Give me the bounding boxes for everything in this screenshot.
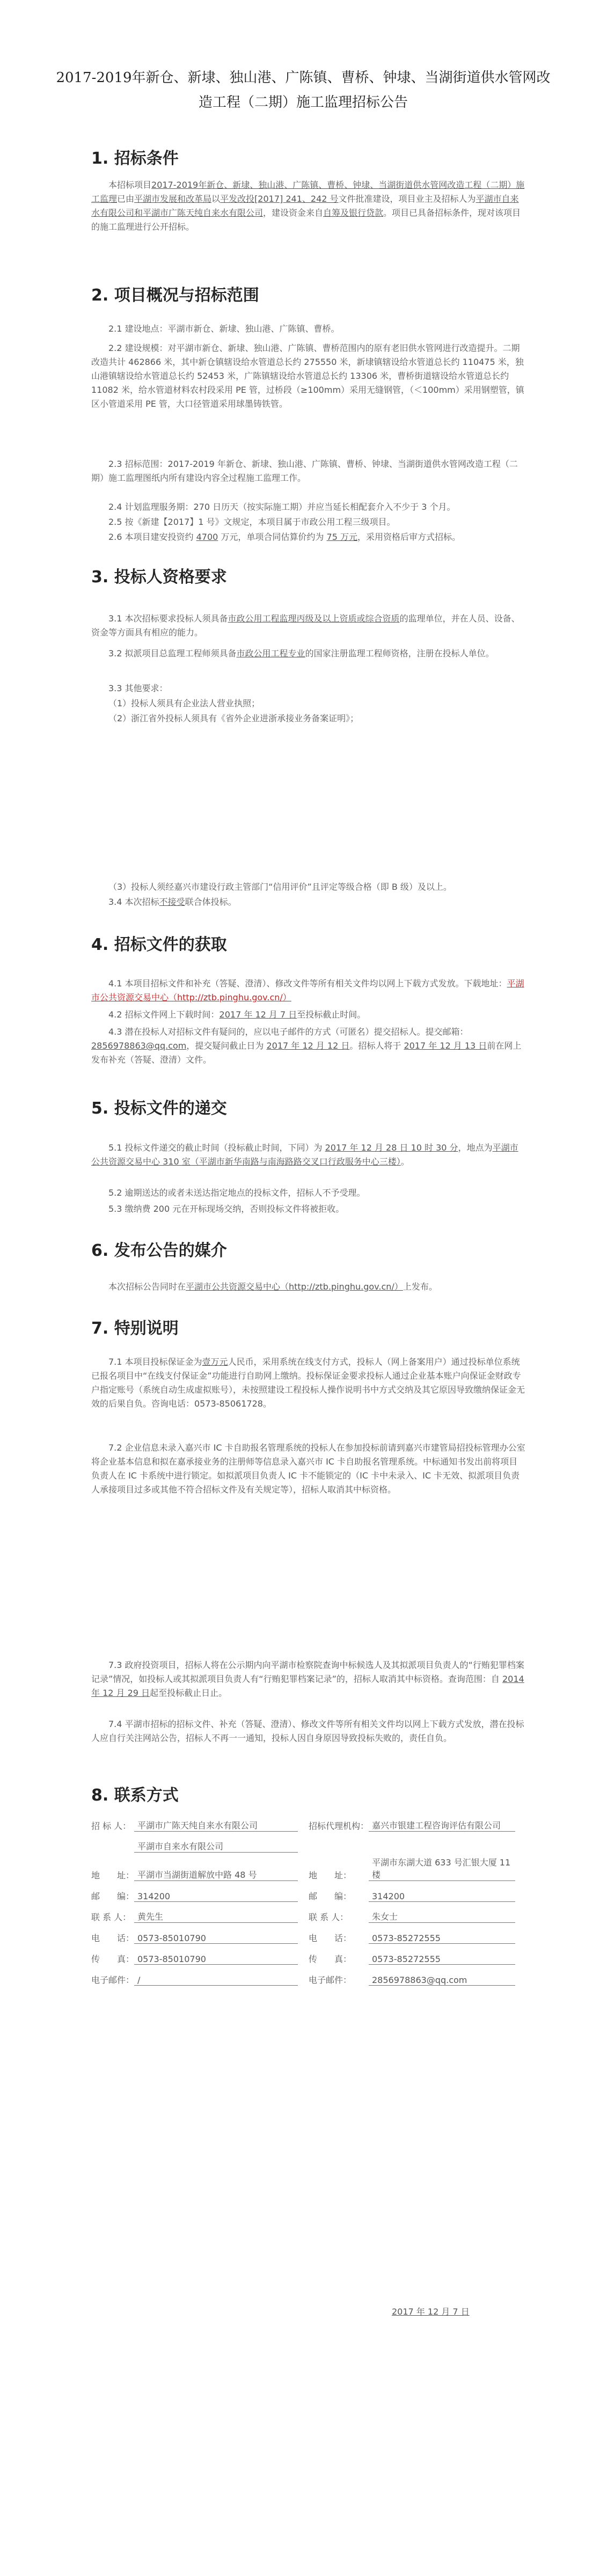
section-5-item-3: 5.3 缴纳费 200 元在开标现场交纳，否则投标文件将被拒收。 [108, 1204, 345, 1214]
section-3-item-1: 3.1 本次招标要求投标人须具备市政公用工程监理丙级及以上资质或综合资质的监理单位，并在人员、设备、资金等方面具有相应的能力。 [91, 613, 520, 638]
contact-value: / [134, 1975, 298, 1986]
contact-value: 平湖市东湖大道 633 号汇银大厦 11 楼 [369, 1856, 515, 1881]
contact-col-owner [91, 1868, 309, 1881]
page-title: 2017-2019年新仓、新埭、独山港、广陈镇、曹桥、钟埭、当湖街道供水管网改造工程（二期）施工监理招标公告 [56, 70, 551, 111]
section-2-item-1: 2.1 建设地点：平湖市新仓、新埭、独山港、广陈镇、曹桥。 [108, 324, 340, 334]
section-3-req-2: （2）浙江省外投标人须具有《省外企业进浙承接业务备案证明》； [108, 713, 359, 723]
contact-value: 平湖市自来水有限公司 [134, 1840, 298, 1853]
contact-value: 0573-85010790 [134, 1954, 298, 1965]
contact-label: 邮 编： [91, 1891, 135, 1901]
section-3-item-2: 3.2 拟派项目总监理工程师须具备市政公用工程专业的国家注册监理工程师资格，注册在投标人单位。 [108, 648, 494, 658]
contact-col-agency [309, 1973, 526, 1986]
section-4-heading: 4. 招标文件的获取 [91, 935, 227, 954]
section-3-heading: 3. 投标人资格要求 [91, 568, 227, 587]
contact-col-owner [91, 1931, 309, 1944]
section-6-heading: 6. 发布公告的媒介 [91, 1241, 227, 1260]
contact-row [91, 1965, 526, 1986]
contact-value: 0573-85010790 [134, 1933, 298, 1944]
section-3-req-3: （3）投标人须经嘉兴市建设行政主管部门“信用评价”且评定等级合格（即 B 级）及以上。 [108, 882, 452, 892]
section-4-item-1: 4.1 本项目招标文件和补充（答疑、澄清）、修改文件等所有相关文件均以网上下载方式发放。下载地址：平湖市公共资源交易中心（http://ztb.pinghu.gov.cn/） [91, 978, 524, 1002]
contact-label: 传 真： [91, 1954, 135, 1964]
section-5-item-1: 5.1 投标文件递交的截止时间（投标截止时间，下同）为 2017 年 12 月 28 日 10 时 30 分，地点为平湖市公共资源交易中心 310 室（平湖市新华南路与南海路路交叉口行政服务中心三楼）。 [91, 1143, 518, 1167]
section-2-heading: 2. 项目概况与招标范围 [91, 286, 259, 305]
contact-value: 314200 [369, 1891, 515, 1902]
section-7-item-4: 7.4 平湖市招标的招标文件、补充（答疑、澄清）、修改文件等所有相关文件均以网上下载方式发放，潜在投标人应自行关注网站公告，招标人不再一一通知，投标人因自身原因导致投标失败的，责任自负。 [91, 1719, 524, 1743]
section-7-heading: 7. 特别说明 [91, 1319, 179, 1338]
section-5-heading: 5. 投标文件的递交 [91, 1099, 227, 1118]
contact-row [91, 1902, 526, 1923]
contact-label: 联 系 人： [309, 1912, 349, 1922]
contact-col-agency [309, 1819, 526, 1832]
contact-col-owner [91, 1890, 309, 1902]
contact-label: 电子邮件： [309, 1975, 352, 1985]
section-1-heading: 1. 招标条件 [91, 149, 179, 168]
section-4-item-2: 4.2 招标文件网上下载时间：2017 年 12 月 7 日至投标截止时间。 [108, 1009, 366, 1020]
contact-col-owner [91, 1819, 309, 1832]
section-3-item-4: 3.4 本次招标不接受联合体投标。 [108, 897, 237, 907]
contact-row [91, 1853, 526, 1882]
contact-value [369, 1852, 515, 1853]
contact-col-owner [91, 1973, 309, 1986]
contact-label: 电 话： [309, 1933, 352, 1943]
contact-col-agency [309, 1952, 526, 1965]
announcement-date: 2017 年 12 月 7 日 [392, 2307, 470, 2317]
contact-value: 朱女士 [369, 1910, 515, 1923]
section-7-item-2: 7.2 企业信息未录入嘉兴市 IC 卡自助报名管理系统的投标人在参加投标前请到嘉兴市建管局招投标管理办公室将企业基本信息和拟在嘉承接业务的注册师等信息录入嘉兴市 IC 卡自助报名管理系统。中标通知书发出前将项目负责人在 IC 卡系统中进行锁定。如拟派项目负责人 IC 卡不能锁定的（IC 卡中未录入、IC 卡无效、拟派项目负责人承接项目过多或其他不符合招标文件及有关规定等），招标人取消其中标资格。 [91, 1443, 525, 1495]
contact-value: 314200 [134, 1891, 298, 1902]
contact-col-agency [309, 1856, 526, 1881]
contact-label: 招标代理机构： [309, 1821, 369, 1831]
contact-label: 邮 编： [309, 1891, 352, 1901]
contact-col-owner [91, 1840, 309, 1853]
contact-col-agency [309, 1890, 526, 1902]
contact-table [91, 1811, 526, 1986]
section-7-item-3: 7.3 政府投资项目，招标人将在公示期内向平湖市检察院查询中标候选人及其拟派项目负责人的“行贿犯罪档案记录”情况，如投标人或其拟派项目负责人有“行贿犯罪档案记录”的，招标人取消其中标资格。查询范围：自 2014 年 12 月 29 日起至投标截止日止。 [91, 1660, 524, 1698]
contact-label: 地 址： [309, 1870, 352, 1880]
contact-label: 招 标 人： [91, 1821, 131, 1831]
contact-label: 联 系 人： [91, 1912, 131, 1922]
contact-value: 0573-85272555 [369, 1954, 515, 1965]
contact-row [91, 1944, 526, 1965]
section-2-item-2: 2.2 建设规模：对平湖市新仓、新埭、独山港、广陈镇、曹桥范围内的原有老旧供水管网进行改造提升。二期改造共计 462866 米，其中新仓镇辖设给水管道总长约 275550 米，新埭镇辖设给水管道总长约 110475 米，独山港镇辖设给水管道总长约 52453 米，广陈镇辖设给水管道总长约 13306 米，曹桥街道辖设给水管道总长约 11082 米，给水管道材料农村段采用 PE 管，过桥段（≥100mm）采用无缝钢管，（＜100mm）采用钢塑管，镇区小管道采用 PE 管，大口径管道采用球墨铸铁管。 [91, 343, 524, 409]
contact-col-owner [91, 1910, 309, 1923]
contact-label: 地 址： [91, 1870, 135, 1880]
section-7-item-1: 7.1 本项目投标保证金为壹万元人民币，采用系统在线支付方式，投标人（网上备案用户）通过投标单位系统已报名项目中“在线支付保证金”功能进行自助网上缴纳。投标保证金要求投标人通过企业基本账户向保证金财政专户指定账号（系统自动生成虚拟账号），未按照建设工程投标人操作说明书中方式交纳及其它原因导致缴纳保证金无效的后果自负。咨询电话：0573-85061728。 [91, 1357, 525, 1409]
section-2-item-6: 2.6 本项目建安投资约 4700 万元，单项合同估算价约为 75 万元，采用资格后审方式招标。 [108, 532, 460, 542]
section-4-item-3: 4.3 潜在投标人对招标文件有疑问的，应以电子邮件的方式（可匿名）提交招标人。提交邮箱：2856978863@qq.com，提交疑问截止日为 2017 年 12 月 12 日。招标人将于 2017 年 12 月 13 日前在网上发布补充（答疑、澄清）文件。 [91, 1027, 522, 1065]
section-3-req-1: （1）投标人须具有企业法人营业执照； [108, 698, 260, 708]
contact-row [91, 1811, 526, 1832]
contact-row [91, 1832, 526, 1853]
section-3-item-3: 3.3 其他要求： [108, 683, 168, 693]
section-2-item-5: 2.5 按《新建【2017】1 号》文规定，本项目属于市政公用工程三级项目。 [108, 517, 396, 527]
contact-label: 电 话： [91, 1933, 135, 1943]
contact-col-owner [91, 1952, 309, 1965]
contact-col-agency [309, 1931, 526, 1944]
section-1-paragraph: 本招标项目2017-2019年新仓、新埭、独山港、广陈镇、曹桥、钟埭、当湖街道供水管网改造工程（二期）施工监理已由平湖市发展和改革局以平发改投[2017] 241、242 号文件批准建设，项目业主及招标人为平湖市自来水有限公司和平湖市广陈天纯自来水有限公司，建设资金来自自筹及银行贷款。项目已具备招标条件，现对该项目的施工监理进行公开招标。 [91, 180, 525, 232]
section-2-item-3: 2.3 招标范围：2017-2019 年新仓、新埭、独山港、广陈镇、曹桥、钟埭、当湖街道供水管网改造工程（二期）施工监理图纸内所有建设内容全过程施工监理工作。 [91, 459, 518, 483]
contact-label: 传 真： [309, 1954, 352, 1964]
contact-value: 平湖市广陈天纯自来水有限公司 [134, 1819, 298, 1832]
contact-value: 平湖市当湖街道解放中路 48 号 [134, 1868, 298, 1881]
section-8-heading: 8. 联系方式 [91, 1786, 179, 1805]
contact-label: 电子邮件： [91, 1975, 135, 1985]
contact-value: 2856978863@qq.com [369, 1975, 515, 1986]
contact-value: 黄先生 [134, 1910, 298, 1923]
section-5-item-2: 5.2 逾期送达的或者未送达指定地点的投标文件，招标人不予受理。 [108, 1188, 365, 1198]
section-2-item-4: 2.4 计划监理服务期：270 日历天（按实际施工期）并应当延长相配套介入不少于 3 个月。 [108, 502, 456, 512]
contact-row [91, 1923, 526, 1944]
contact-row [91, 1882, 526, 1902]
contact-value: 0573-85272555 [369, 1933, 515, 1944]
contact-col-agency [309, 1852, 526, 1853]
section-6-paragraph: 本次招标公告同时在平湖市公共资源交易中心（http://ztb.pinghu.gov.cn/）上发布。 [108, 1282, 437, 1292]
contact-value: 嘉兴市银建工程咨询评估有限公司 [369, 1819, 515, 1832]
contact-col-agency [309, 1910, 526, 1923]
